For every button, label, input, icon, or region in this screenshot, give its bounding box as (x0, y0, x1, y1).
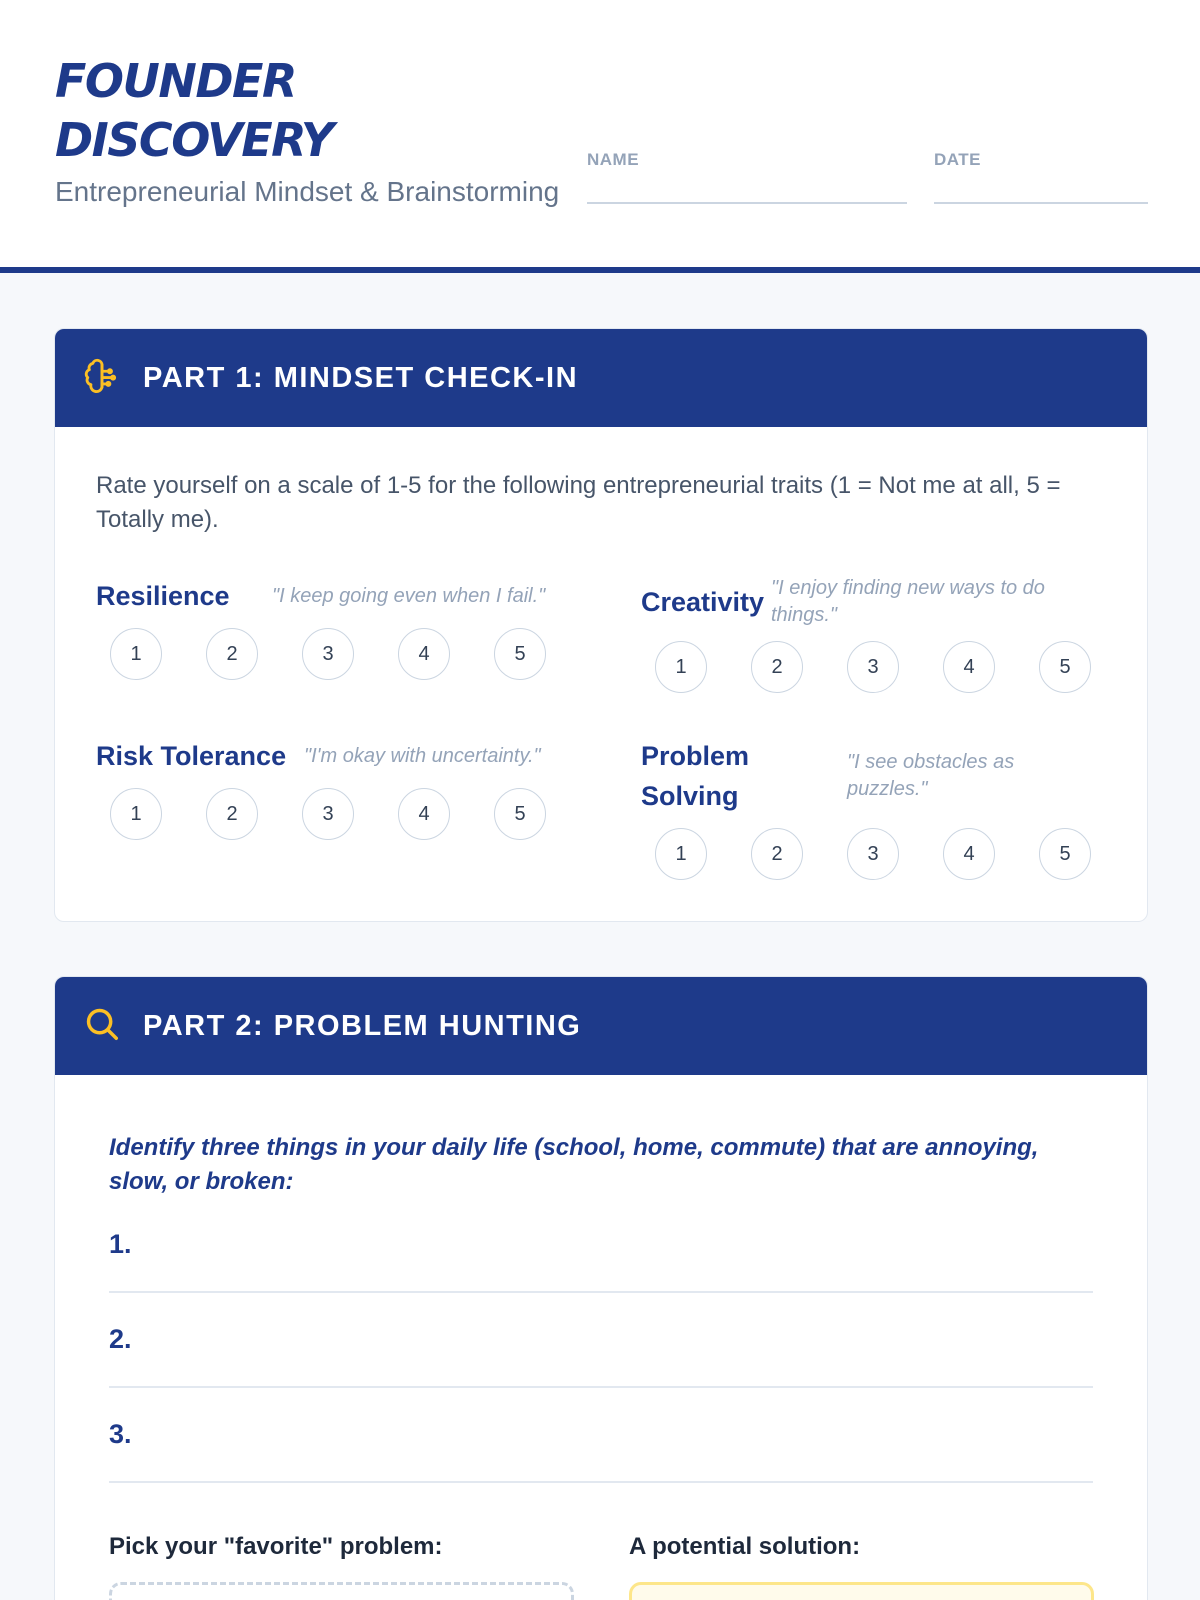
date-label: DATE (934, 150, 982, 169)
problem-line[interactable] (109, 1324, 1093, 1388)
name-field[interactable] (587, 150, 907, 204)
favorite-problem-box[interactable] (109, 1582, 574, 1600)
subtitle: Entrepreneurial Mindset & Brainstorming (55, 176, 560, 207)
part2-prompt: Identify three things in your daily life (school, home, commute) that are annoying, slow, or broken: (109, 1134, 1039, 1195)
line-number: 1. (109, 1229, 132, 1259)
solution-box[interactable] (629, 1582, 1094, 1600)
rating-option[interactable]: 4 (943, 641, 995, 693)
solution-label: A potential solution: (629, 1533, 861, 1560)
rating-option[interactable]: 5 (494, 628, 546, 680)
problem-line[interactable] (109, 1229, 1093, 1293)
title-line-1: FOUNDER (55, 54, 296, 108)
rating-option[interactable]: 2 (206, 788, 258, 840)
part2-title: PART 2: PROBLEM HUNTING (143, 1009, 582, 1042)
rating-option[interactable]: 4 (398, 788, 450, 840)
rating-option[interactable]: 2 (751, 828, 803, 880)
name-input-line[interactable] (587, 202, 907, 204)
trait-risk-tolerance-quote: "I'm okay with uncertainty." (304, 745, 541, 767)
rating-option[interactable]: 3 (302, 628, 354, 680)
resilience-scale (110, 628, 546, 680)
rating-option[interactable]: 3 (302, 788, 354, 840)
search-icon (83, 1005, 121, 1048)
favorite-problem-label: Pick your "favorite" problem: (109, 1533, 443, 1560)
rating-option[interactable]: 1 (655, 641, 707, 693)
rating-option[interactable]: 3 (847, 828, 899, 880)
rating-option[interactable]: 4 (943, 828, 995, 880)
brand-title (55, 52, 333, 170)
part1-header (55, 329, 1147, 427)
problem-line[interactable] (109, 1419, 1093, 1483)
rating-option[interactable]: 1 (110, 788, 162, 840)
trait-creativity-quote: "I enjoy finding new ways to do things." (771, 577, 1045, 626)
part1-title: PART 1: MINDSET CHECK-IN (143, 361, 579, 394)
part1-card (54, 328, 1148, 922)
rating-option[interactable]: 1 (655, 828, 707, 880)
date-field[interactable] (934, 150, 1148, 204)
risk-tolerance-scale (110, 788, 546, 840)
problem-solving-scale (655, 828, 1091, 880)
part1-intro: Rate yourself on a scale of 1-5 for the following entrepreneurial traits (1 = Not me at all, 5 = Totally me). (96, 472, 1061, 533)
part2-header (55, 977, 1147, 1075)
page-header (0, 0, 1200, 273)
trait-resilience-label: Resilience (96, 581, 230, 611)
trait-problem-solving-quote: "I see obstacles as puzzles." (847, 751, 1015, 800)
trait-problem-solving-label: Problem Solving (641, 741, 750, 811)
rating-option[interactable]: 1 (110, 628, 162, 680)
line-number: 2. (109, 1324, 132, 1354)
rating-option[interactable]: 2 (206, 628, 258, 680)
date-input-line[interactable] (934, 202, 1148, 204)
trait-risk-tolerance-label: Risk Tolerance (96, 741, 287, 771)
rating-option[interactable]: 5 (1039, 641, 1091, 693)
part2-card (54, 976, 1148, 1600)
trait-resilience-quote: "I keep going even when I fail." (272, 585, 546, 607)
brain-icon (83, 357, 121, 400)
creativity-scale (655, 641, 1091, 693)
title-line-2: DISCOVERY (55, 113, 333, 167)
rating-option[interactable]: 5 (1039, 828, 1091, 880)
rating-option[interactable]: 3 (847, 641, 899, 693)
line-number: 3. (109, 1419, 132, 1449)
rating-option[interactable]: 2 (751, 641, 803, 693)
rating-option[interactable]: 5 (494, 788, 546, 840)
rating-option[interactable]: 4 (398, 628, 450, 680)
name-label: NAME (587, 150, 640, 169)
trait-creativity-label: Creativity (641, 587, 765, 617)
